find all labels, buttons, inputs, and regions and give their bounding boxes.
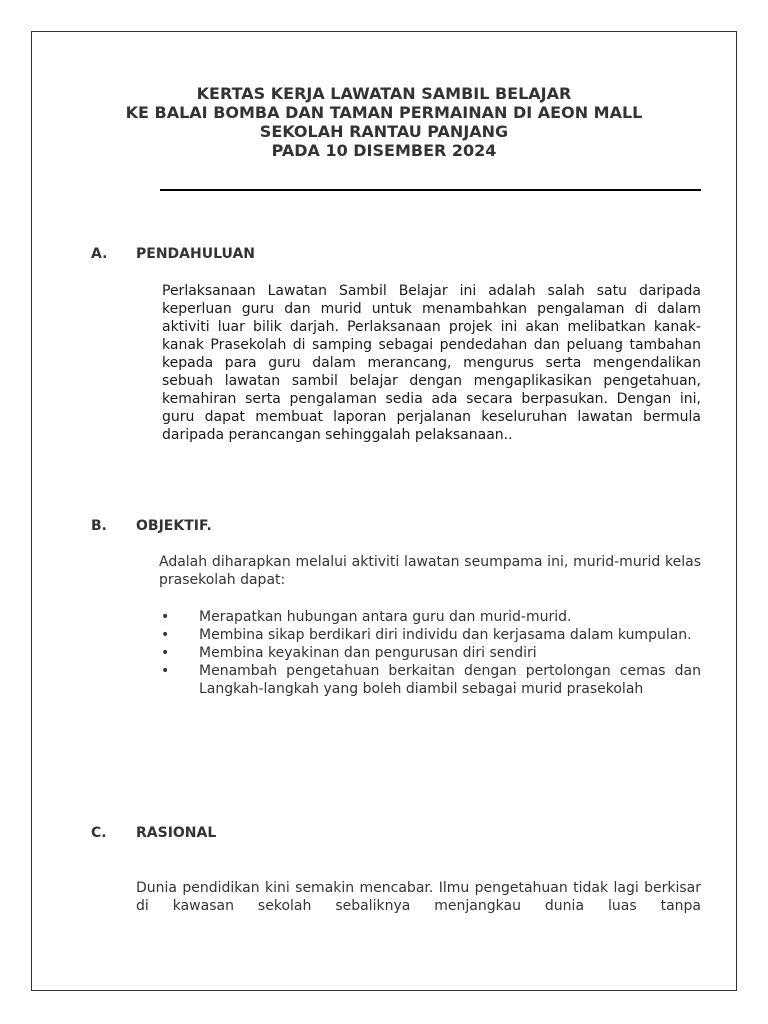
section-a-heading [91, 246, 255, 262]
bullet-icon: • [161, 609, 170, 625]
section-c-title: RASIONAL [136, 825, 217, 841]
title-line-3: SEKOLAH RANTAU PANJANG [259, 122, 509, 141]
section-c-body: Dunia pendidikan kini semakin mencabar. Ilmu pengetahuan tidak lagi berkisar di kawasan sekolah sebaliknya menjangkau dunia luas tanpa [136, 880, 701, 914]
objectives-list [159, 608, 701, 698]
section-b-letter: B. [91, 518, 107, 534]
list-item-text: Menambah pengetahuan berkaitan dengan pertolongan cemas dan Langkah-langkah yang boleh diambil sebagai murid prasekolah [199, 663, 701, 697]
bullet-icon: • [161, 663, 170, 679]
section-a-body: Perlaksanaan Lawatan Sambil Belajar ini adalah salah satu daripada keperluan guru dan murid untuk menambahkan pengalaman di dalam aktiviti luar bilik darjah. Perlaksanaan projek ini akan melibatkan kanak-kanak Prasekolah di samping sebagai pendedahan dan peluang tambahan kepada para guru dalam merancang, mengurus serta mengendalikan sebuah lawatan sambil belajar dengan mengaplikasikan pengetahuan, kemahiran serta pengalaman sedia ada secara berpasukan. Dengan ini, guru dapat membuat laporan perjalanan keseluruhan lawatan bermula daripada perancangan sehinggalah pelaksanaan.. [162, 283, 701, 443]
section-c-heading [91, 825, 216, 841]
bullet-icon: • [161, 645, 170, 661]
section-b-intro: Adalah diharapkan melalui aktiviti lawatan seumpama ini, murid-murid kelas prasekolah dapat: [159, 554, 701, 588]
list-item [159, 662, 701, 698]
document-page [31, 31, 737, 991]
title-line-4: PADA 10 DISEMBER 2024 [271, 141, 497, 160]
list-item-text: Merapatkan hubungan antara guru dan murid-murid. [199, 609, 572, 625]
section-a-title: PENDAHULUAN [136, 246, 255, 262]
section-b-heading [91, 518, 212, 534]
section-c-letter: C. [91, 825, 107, 841]
list-item-text: Membina sikap berdikari diri individu dan kerjasama dalam kumpulan. [199, 627, 692, 643]
title-underline-rule [160, 189, 701, 191]
section-a-letter: A. [91, 246, 108, 262]
title-line-1: KERTAS KERJA LAWATAN SAMBIL BELAJAR [196, 84, 572, 103]
list-item-text: Membina keyakinan dan pengurusan diri sendiri [199, 645, 537, 661]
title-line-2: KE BALAI BOMBA DAN TAMAN PERMAINAN DI AEON MALL [125, 103, 643, 122]
document-title [32, 84, 736, 160]
list-item [159, 644, 701, 662]
list-item [159, 626, 701, 644]
list-item [159, 608, 701, 626]
section-b-title: OBJEKTIF. [136, 518, 212, 534]
bullet-icon: • [161, 627, 170, 643]
